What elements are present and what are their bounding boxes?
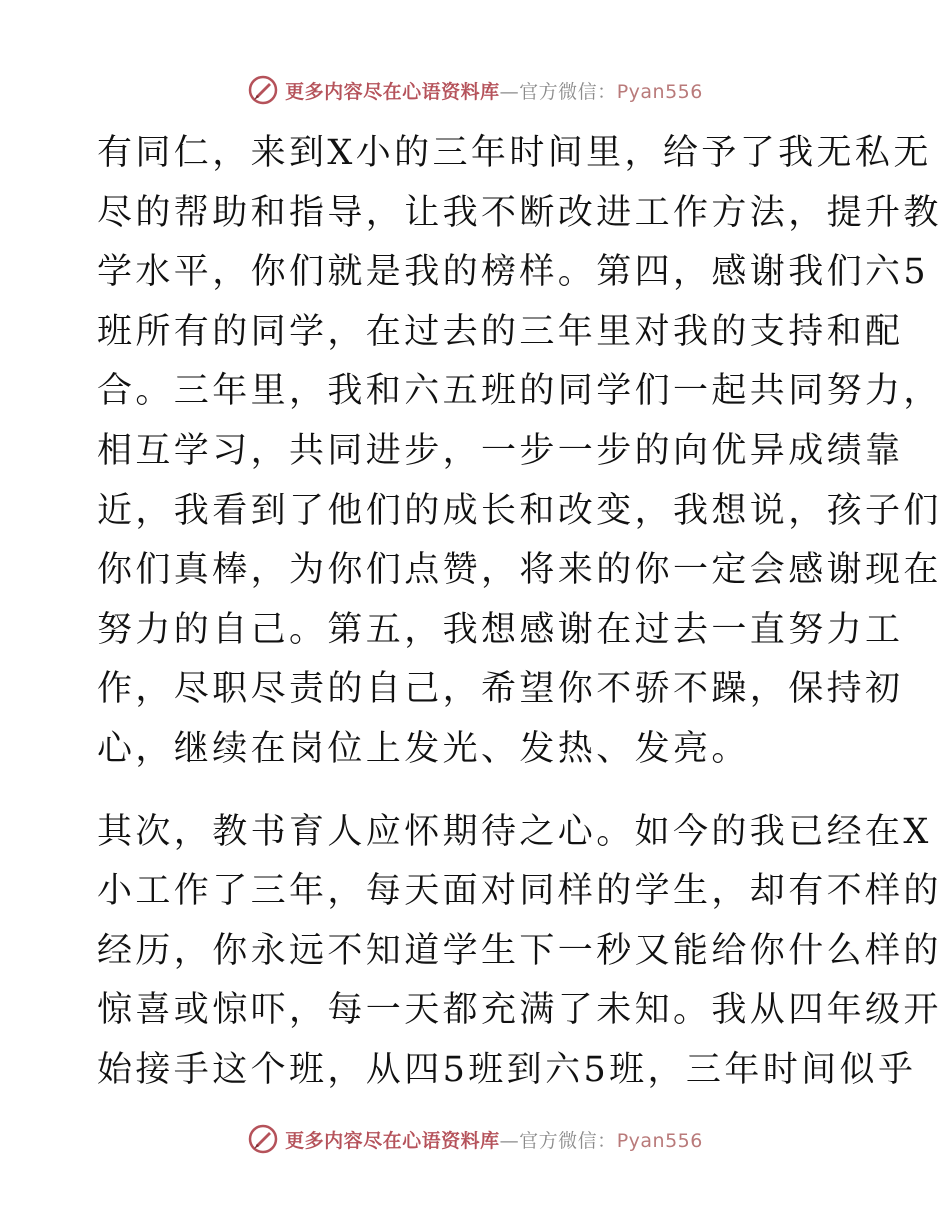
paragraph [97, 803, 942, 1101]
text-line: 经历，你永远不知道学生下一秒又能给你什么样的 [97, 930, 942, 971]
text-line: 班所有的同学，在过去的三年里对我的支持和配 [97, 311, 904, 352]
logo-icon [247, 1123, 279, 1155]
banner-label: 官方微信： [519, 1129, 617, 1152]
header-banner-text [285, 77, 703, 104]
paragraph-gap [97, 780, 857, 803]
header-banner [0, 70, 950, 110]
banner-wechat-id: Pyan556 [616, 1129, 703, 1152]
text-line: 学水平，你们就是我的榜样。第四，感谢我们六5 [97, 252, 930, 293]
banner-separator: — [499, 80, 520, 103]
text-line: 相互学习，共同进步，一步一步的向优异成绩靠 [97, 430, 904, 471]
text-line: 始接手这个班，从四5班到六5班，三年时间似乎 [97, 1049, 917, 1090]
text-line: 其次，教书育人应怀期待之心。如今的我已经在X [97, 811, 932, 852]
text-line: 心，继续在岗位上发光、发热、发亮。 [97, 728, 750, 769]
paragraph [97, 124, 942, 780]
text-line: 你们真棒，为你们点赞，将来的你一定会感谢现在 [97, 550, 942, 591]
text-line: 小工作了三年，每天面对同样的学生，却有不样的 [97, 871, 942, 912]
text-line: 近，我看到了他们的成长和改变，我想说，孩子们 [97, 490, 942, 531]
text-line: 作，尽职尽责的自己，希望你不骄不躁，保持初 [97, 669, 904, 710]
text-line: 合。三年里，我和六五班的同学们一起共同努力， [97, 371, 942, 412]
text-line: 努力的自己。第五，我想感谢在过去一直努力工 [97, 609, 904, 650]
logo-icon [247, 74, 279, 106]
footer-banner-text [285, 1126, 703, 1153]
banner-separator: — [499, 1129, 520, 1152]
footer-banner [0, 1119, 950, 1159]
banner-wechat-id: Pyan556 [616, 80, 703, 103]
text-line: 有同仁，来到X小的三年时间里，给予了我无私无 [97, 133, 932, 173]
document-body [97, 124, 942, 1101]
banner-label: 官方微信： [519, 80, 617, 103]
banner-brand: 更多内容尽在心语资料库 [285, 80, 500, 103]
text-line: 惊喜或惊吓，每一天都充满了未知。我从四年级开 [97, 990, 942, 1031]
text-line: 尽的帮助和指导，让我不断改进工作方法，提升教 [97, 192, 942, 233]
banner-brand: 更多内容尽在心语资料库 [285, 1129, 500, 1152]
